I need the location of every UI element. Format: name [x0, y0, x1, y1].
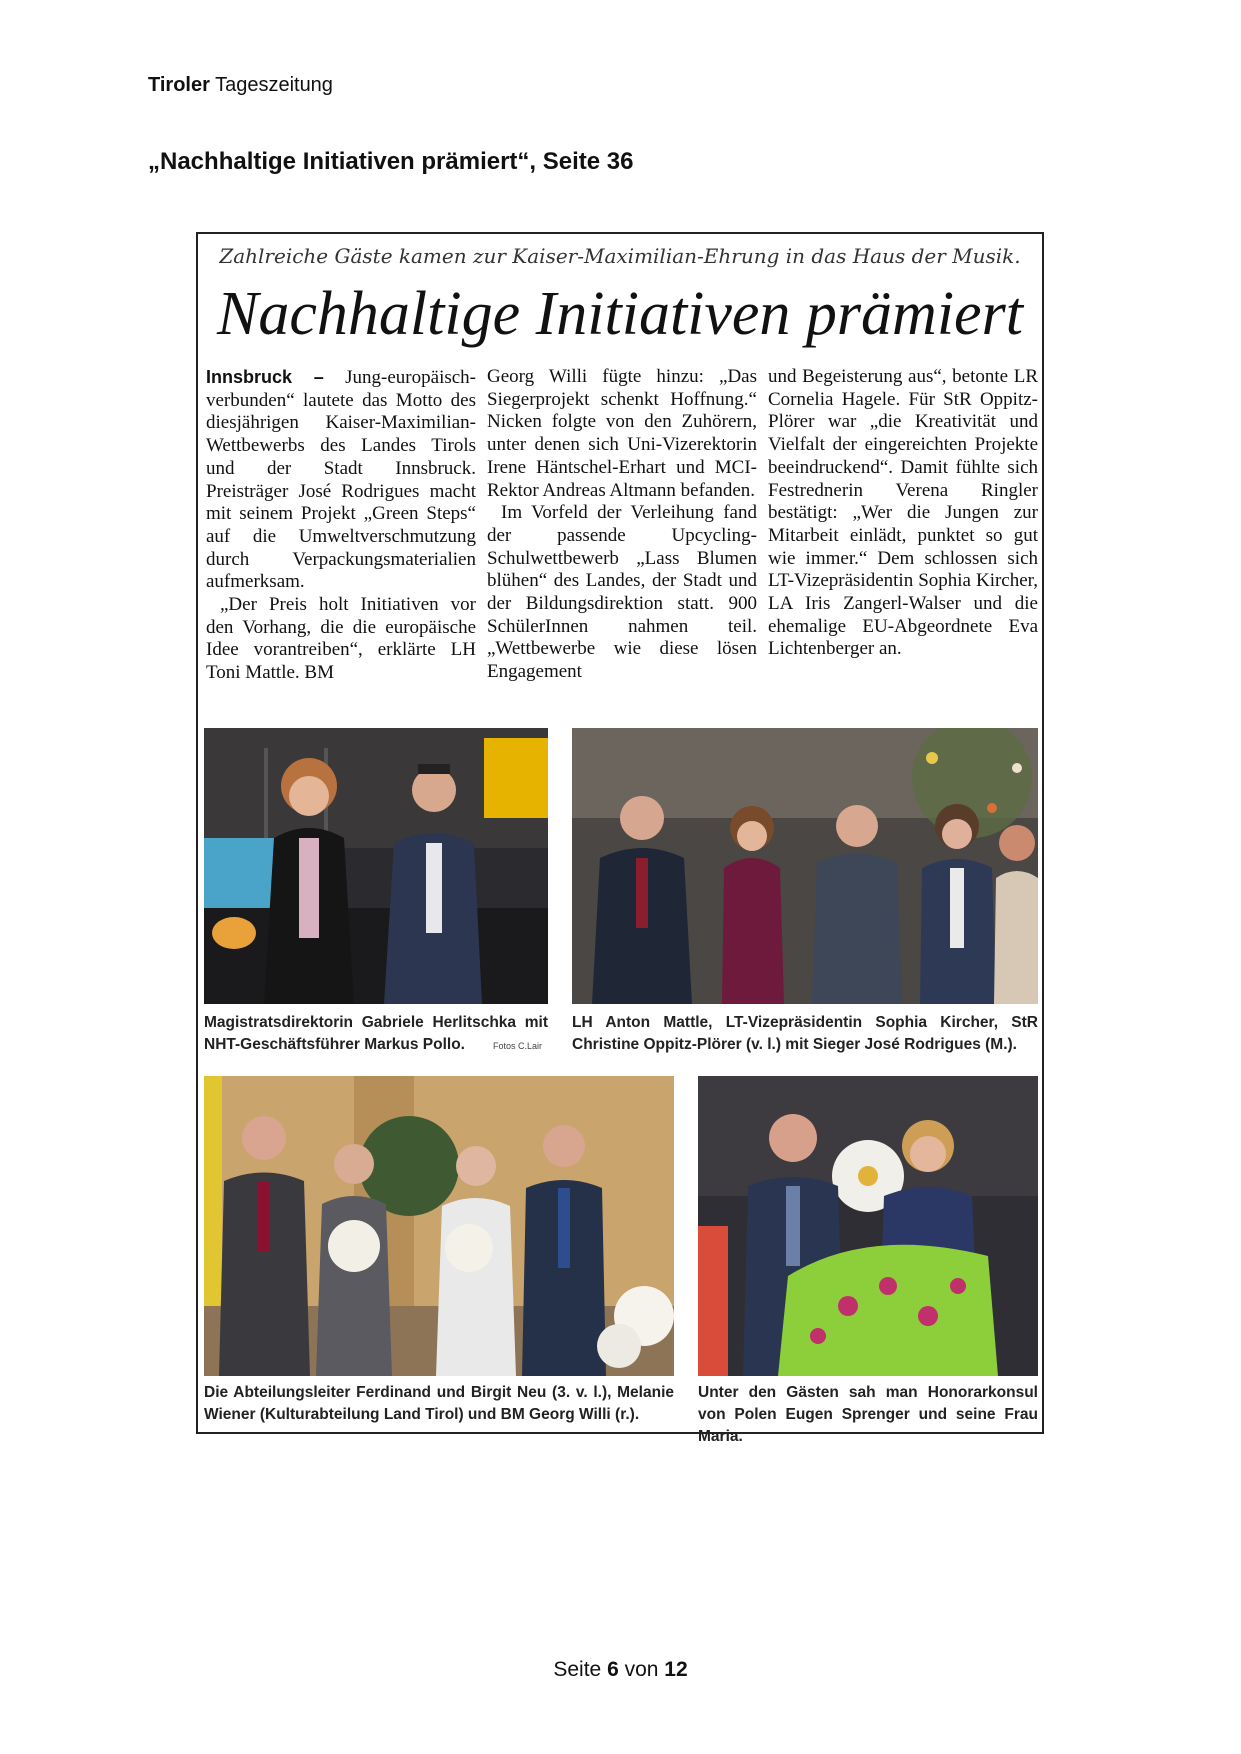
photo-credit: Fotos C.Lair [492, 1041, 543, 1051]
footer-mid: von [618, 1658, 665, 1681]
column-2-paragraph-1: Georg Willi fügte hinzu: „Das Siegerprojekt schenkt Hoffnung.“ Nicken folgte von den Zuhörern, unter denen sich Uni-Vizerektorin Irene Häntschel-Erhart und MCI-Rektor Andreas Altmann befanden. [487, 366, 757, 501]
column-2-paragraph-2: Im Vorfeld der Verleihung fand der passende Upcycling-Schulwettbewerb „Lass Blumen blühen“ des Landes, der Stadt und der Bildungsdirektion statt. 900 SchülerInnen nahmen teil. „Wettbewerbe wie diese lösen Engagement [487, 502, 757, 683]
article-kicker: Zahlreiche Gäste kamen zur Kaiser-Maximilian-Ehrung in das Haus der Musik. [219, 244, 1021, 268]
column-1-paragraph-2: „Der Preis holt Initiativen vor den Vorhang, die die europäische Idee vorantreiben“, erklärte LH Toni Mattle. BM [206, 594, 476, 684]
photo-1-caption-text: Magistratsdirektorin Gabriele Herlitschka mit NHT-Geschäftsführer Markus Pollo. [204, 1014, 548, 1053]
photo-mattle-kircher-oppitz-rodrigues [572, 728, 1038, 1004]
photo-herlitschka-pollo [204, 728, 548, 1004]
photo-2-caption: LH Anton Mattle, LT-Vizepräsidentin Sophia Kircher, StR Christine Oppitz-Plörer (v. l.) mit Sieger José Rodrigues (M.). [572, 1014, 1038, 1053]
photo-1-caption [204, 1012, 548, 1057]
photo-4-caption: Unter den Gästen sah man Honorarkonsul von Polen Eugen Sprenger und seine Frau Maria. [698, 1384, 1038, 1445]
footer-prefix: Seite [553, 1658, 608, 1681]
page-footer [0, 1658, 1241, 1682]
column-3-paragraph-1: und Begeisterung aus“, betonte LR Cornelia Hagele. Für StR Oppitz-Plörer war „die Kreativität und Vielfalt der eingereichten Projekte beeindruckend“. Damit fühlte sich Festrednerin Verena Ringler bestätigt: „Wer die Jungen zur Mitarbeit einlädt, punktet so gut wie immer.“ Dem schlossen sich LT-Vizepräsidentin Sophia Kircher, LA Iris Zangerl-Walser und die ehemalige EU-Abgeordnete Eva Lichtenberger an. [768, 366, 1038, 660]
clip-heading: „Nachhaltige Initiativen prämiert“, Seite 36 [148, 148, 634, 175]
column-1-text-1: Jung-europäisch-verbunden“ lautete das Motto des diesjährigen Kaiser-Maximilian-Wettbewerbs des Landes Tirols und der Stadt Innsbruck. Preisträger José Rodrigues macht mit seinem Projekt „Green Steps“ auf die Umweltverschmutzung durch Verpackungsmaterialien aufmerksam. [206, 367, 476, 593]
masthead-rest: Tageszeitung [209, 74, 333, 96]
column-1-paragraph-1 [206, 366, 476, 594]
total-pages: 12 [664, 1658, 688, 1681]
dateline: Innsbruck – [206, 367, 324, 387]
photo-neu-wiener-willi [204, 1076, 674, 1376]
masthead-bold: Tiroler [148, 74, 210, 96]
article-headline: Nachhaltige Initiativen prämiert [217, 280, 1023, 348]
current-page-number: 6 [607, 1658, 619, 1681]
photo-sprenger [698, 1076, 1038, 1376]
newspaper-clipping [196, 232, 1044, 1445]
masthead [148, 74, 333, 97]
photo-3-caption: Die Abteilungsleiter Ferdinand und Birgit Neu (3. v. l.), Melanie Wiener (Kulturabteilung Land Tirol) und BM Georg Willi (r.). [204, 1384, 674, 1423]
